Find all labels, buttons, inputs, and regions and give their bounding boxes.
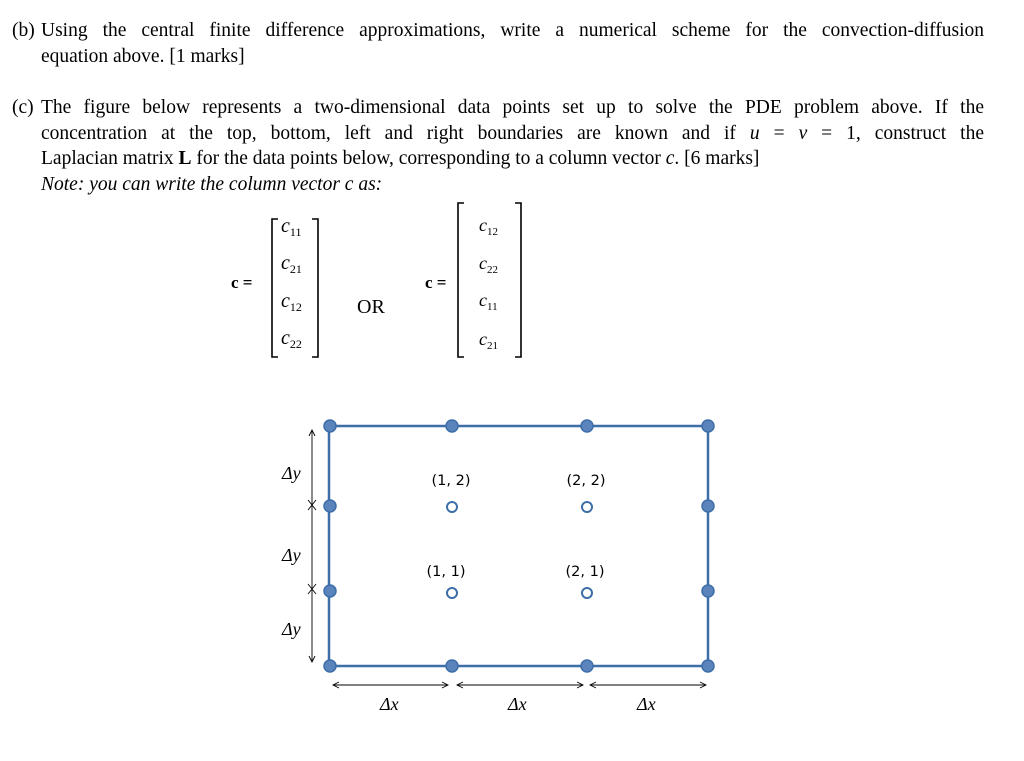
dx-label: Δx xyxy=(380,694,399,714)
question-b-line1: Using the central finite difference approximations, write a numerical scheme for the convection-diffusion xyxy=(41,20,984,41)
vector2-left-bracket xyxy=(458,203,464,357)
vector1-entries xyxy=(281,215,302,351)
equals-sign: = xyxy=(759,122,799,144)
interior-node xyxy=(582,502,592,512)
vector1-entry: $c_{22}$ xyxy=(281,327,302,351)
dy-labels xyxy=(281,463,301,639)
vector1-entry: $c_{12}$ xyxy=(281,290,302,314)
vector1-left-bracket xyxy=(272,219,278,357)
vector2-entry: $c_{21}$ xyxy=(479,329,498,352)
dx-label: Δx xyxy=(637,694,656,714)
dy-label: Δy xyxy=(282,619,301,639)
question-c-label: (c) xyxy=(12,97,34,118)
interior-node xyxy=(582,588,592,598)
boundary-node xyxy=(702,585,714,597)
question-b-label: (b) xyxy=(12,20,35,41)
vector1-entry: $c_{11}$ xyxy=(281,215,302,239)
note: Note: you can write the column vector c as: xyxy=(41,173,383,195)
interior-nodes xyxy=(447,502,592,598)
vector2-lhs: c = xyxy=(425,273,447,292)
dy-label: Δy xyxy=(282,545,301,565)
vector2-entry: $c_{11}$ xyxy=(479,290,498,313)
boundary-node xyxy=(702,660,714,672)
matrix-L: L xyxy=(178,148,192,169)
var-u: u xyxy=(749,122,760,144)
node-label: (2, 1) xyxy=(565,564,605,580)
vector2-entry: $c_{12}$ xyxy=(479,215,498,238)
question-c-line3-d: . [6 marks] xyxy=(674,148,760,169)
interior-node xyxy=(447,502,457,512)
dx-dimension-lines xyxy=(333,682,706,688)
question-b-line2: equation above. [1 marks] xyxy=(41,45,245,67)
boundary-node xyxy=(702,500,714,512)
vector2-entries xyxy=(479,215,498,352)
question-c-line2-a: concentration at the top, bottom, left and right boundaries are known and if xyxy=(41,122,750,144)
vector1-lhs: c = xyxy=(231,273,253,292)
boundary-node xyxy=(324,660,336,672)
dy-label: Δy xyxy=(282,463,301,483)
var-c: c xyxy=(665,148,675,169)
domain-boundary xyxy=(329,426,708,666)
boundary-node xyxy=(581,660,593,672)
boundary-node xyxy=(581,420,593,432)
node-label: (1, 1) xyxy=(426,564,466,580)
vector1-entry: $c_{21}$ xyxy=(281,252,302,276)
boundary-node xyxy=(324,500,336,512)
or-label: OR xyxy=(357,296,385,318)
node-label: (1, 2) xyxy=(431,473,471,489)
question-c-line3-b: for the data points below, corresponding to a column vector xyxy=(191,148,666,169)
boundary-node xyxy=(446,420,458,432)
interior-node xyxy=(447,588,457,598)
dx-label: Δx xyxy=(508,694,527,714)
boundary-node xyxy=(446,660,458,672)
dy-dimension-lines xyxy=(308,430,316,662)
vector2-entry: $c_{22}$ xyxy=(479,253,498,276)
question-c-line2-b: = 1, construct the xyxy=(807,122,984,144)
boundary-nodes xyxy=(324,420,714,672)
var-v: v xyxy=(798,122,808,144)
boundary-node xyxy=(324,585,336,597)
node-label: (2, 2) xyxy=(566,473,606,489)
interior-labels xyxy=(427,473,606,580)
boundary-node xyxy=(702,420,714,432)
vector1-right-bracket xyxy=(312,219,318,357)
dx-labels xyxy=(379,694,656,714)
vector2-right-bracket xyxy=(515,203,521,357)
question-c-line1: The figure below represents a two-dimensional data points set up to solve the PDE problem above. If the xyxy=(41,97,984,118)
question-c-line3-a: Laplacian matrix xyxy=(41,148,179,169)
boundary-node xyxy=(324,420,336,432)
